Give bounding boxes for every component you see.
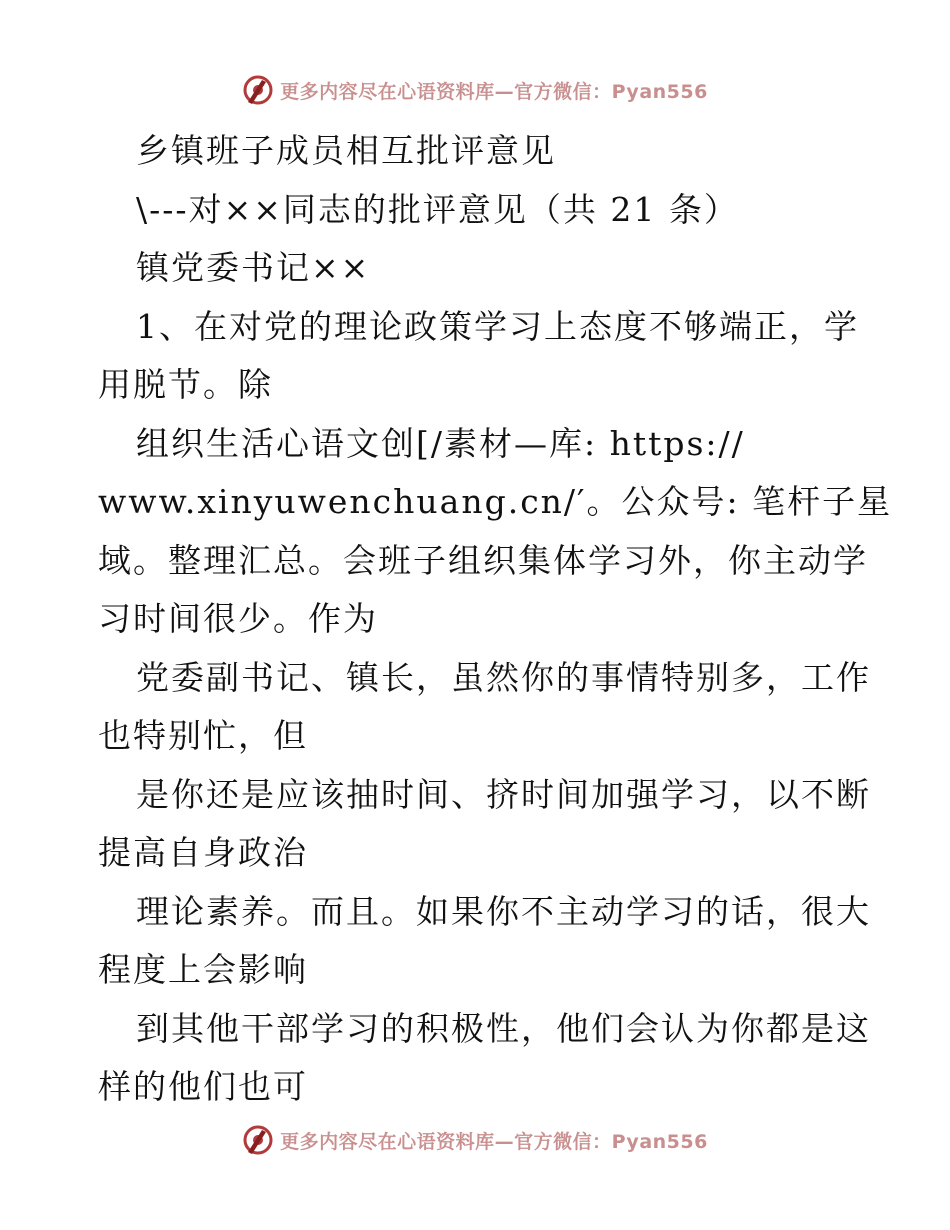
document-subtitle: \---对××同志的批评意见（共 21 条） bbox=[136, 189, 739, 229]
paragraph-line: 域。整理汇总。会班子组织集体学习外，你主动学 bbox=[98, 540, 868, 580]
watermark-text: 更多内容尽在心语资料库—官方微信：Pyan556 bbox=[280, 1130, 708, 1153]
quill-seal-icon bbox=[242, 1124, 274, 1156]
footer-watermark bbox=[0, 1120, 950, 1160]
paragraph-line: 党委副书记、镇长，虽然你的事情特别多，工作 bbox=[136, 657, 871, 697]
paragraph-line: 是你还是应该抽时间、挤时间加强学习，以不断 bbox=[136, 774, 871, 814]
author-line: 镇党委书记×× bbox=[136, 248, 371, 287]
paragraph-line: 理论素养。而且。如果你不主动学习的话，很大 bbox=[136, 891, 871, 931]
paragraph-line: 也特别忙，但 bbox=[98, 716, 308, 755]
paragraph-line: 到其他干部学习的积极性，他们会认为你都是这 bbox=[136, 1008, 871, 1048]
paragraph-line: 程度上会影响 bbox=[98, 950, 308, 989]
document-title: 乡镇班子成员相互批评意见 bbox=[136, 131, 556, 170]
document-body bbox=[98, 122, 893, 1117]
paragraph-line: www.xinyuwenchuang.cn/′。公众号: 笔杆子星 bbox=[98, 482, 893, 521]
paragraph-line: 提高自身政治 bbox=[98, 833, 308, 872]
paragraph-line: 样的他们也可 bbox=[98, 1067, 308, 1106]
paragraph-line: 1、在对党的理论政策学习上态度不够端正，学 bbox=[136, 306, 859, 346]
paragraph-line: 习时间很少。作为 bbox=[98, 599, 378, 638]
paragraph-line: 组织生活心语文创[/素材—库: https:// bbox=[136, 423, 745, 463]
quill-seal-icon bbox=[242, 74, 274, 106]
watermark-text: 更多内容尽在心语资料库—官方微信：Pyan556 bbox=[280, 80, 708, 103]
paragraph-line: 用脱节。除 bbox=[98, 365, 273, 404]
header-watermark bbox=[0, 70, 950, 110]
